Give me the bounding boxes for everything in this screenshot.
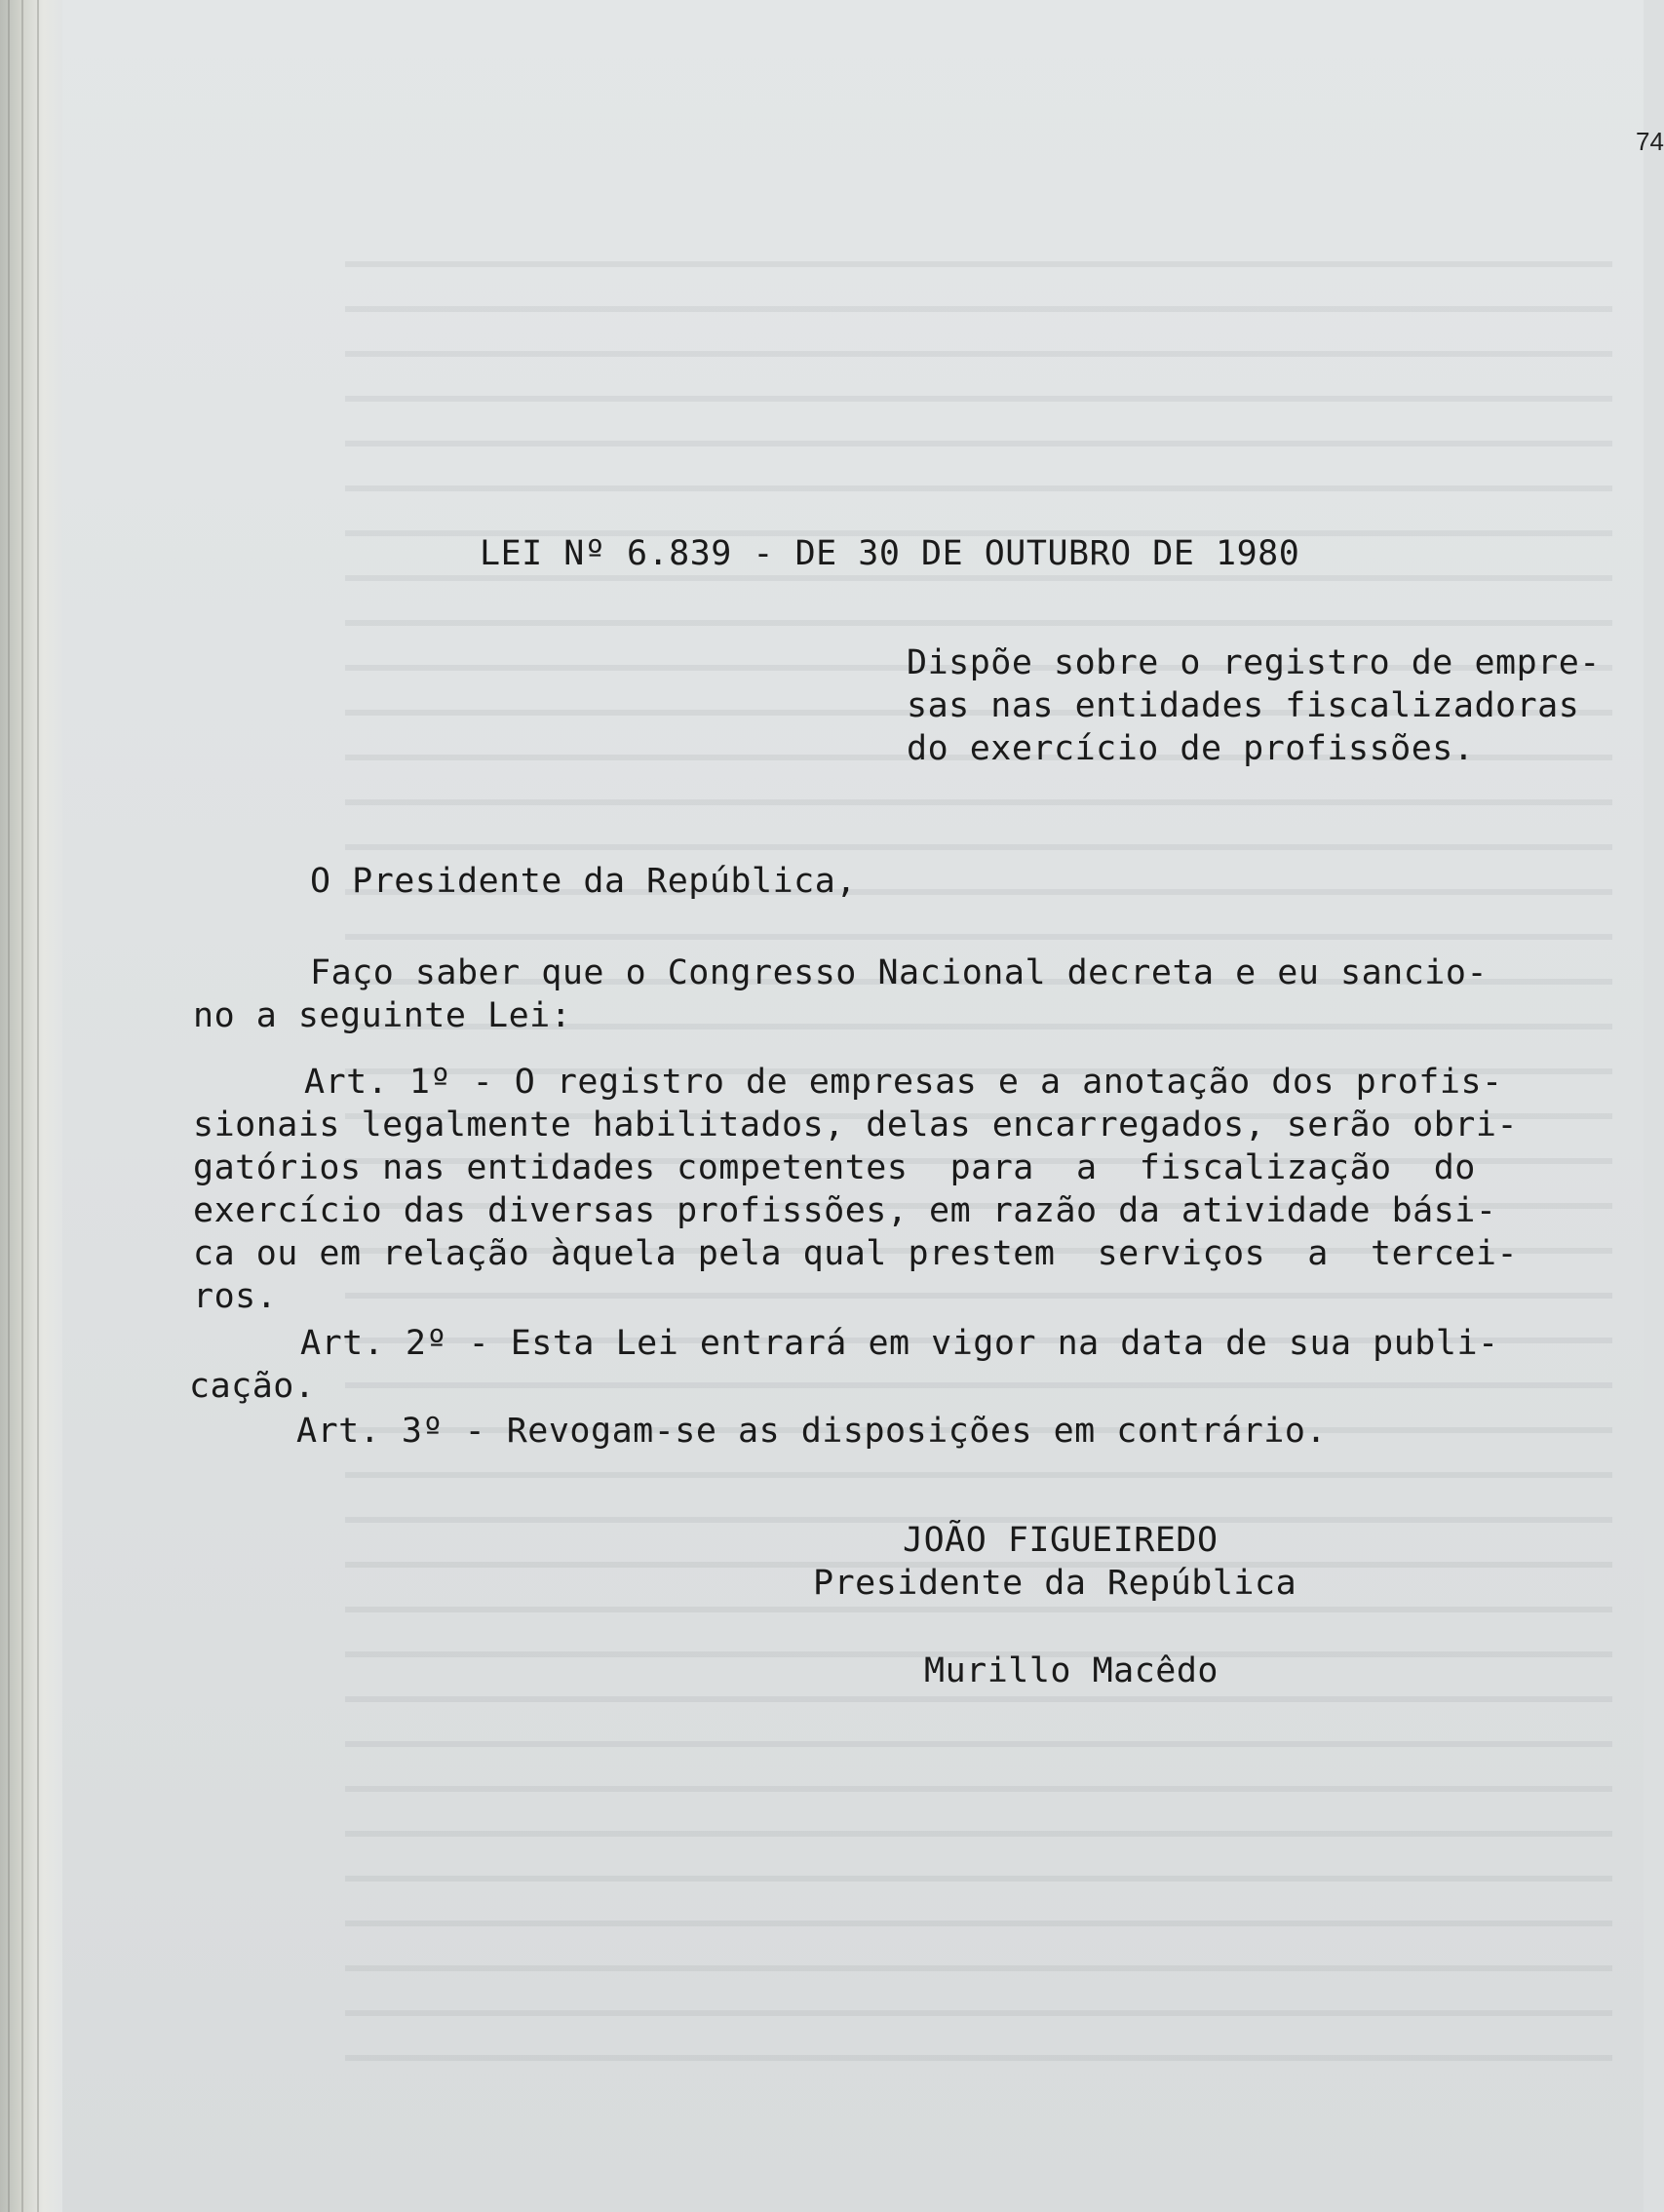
page-number: 74 <box>1636 127 1664 156</box>
law-summary-line: do exercício de profissões. <box>907 729 1475 768</box>
law-title: LEI Nº 6.839 - DE 30 DE OUTUBRO DE 1980 <box>480 534 1300 573</box>
article-2-line: cação. <box>189 1367 316 1406</box>
article-2-line: Art. 2º - Esta Lei entrará em vigor na data de sua publi- <box>300 1324 1499 1363</box>
document-page <box>62 0 1664 2212</box>
signatory-president-name: JOÃO FIGUEIREDO <box>903 1521 1219 1560</box>
article-1-line: Art. 1º - O registro de empresas e a anotação dos profis- <box>304 1063 1503 1102</box>
signatory-minister-name: Murillo Macêdo <box>924 1651 1219 1690</box>
article-1-line: sionais legalmente habilitados, delas encarregados, serão obri- <box>193 1106 1519 1145</box>
article-1-line: gatórios nas entidades competentes para a fiscalização do <box>193 1148 1476 1187</box>
article-1-line: ros. <box>193 1277 278 1316</box>
salutation: O Presidente da República, <box>310 862 857 901</box>
spine-page-edge <box>21 0 23 2212</box>
article-1-line: ca ou em relação àquela pela qual prestem serviços a tercei- <box>193 1234 1519 1273</box>
signatory-president-title: Presidente da República <box>813 1564 1297 1603</box>
spine-page-edge <box>8 0 10 2212</box>
preamble-line: Faço saber que o Congresso Nacional decreta e eu sancio- <box>310 953 1489 992</box>
law-summary-line: sas nas entidades fiscalizadoras <box>907 686 1580 725</box>
article-3: Art. 3º - Revogam-se as disposições em contrário. <box>296 1412 1328 1451</box>
article-1-line: exercício das diversas profissões, em razão da atividade bási- <box>193 1191 1497 1230</box>
book-spine-edge <box>0 0 62 2212</box>
preamble-line: no a seguinte Lei: <box>193 996 572 1035</box>
law-summary-line: Dispõe sobre o registro de empre- <box>907 643 1601 682</box>
spine-page-edge <box>37 0 39 2212</box>
